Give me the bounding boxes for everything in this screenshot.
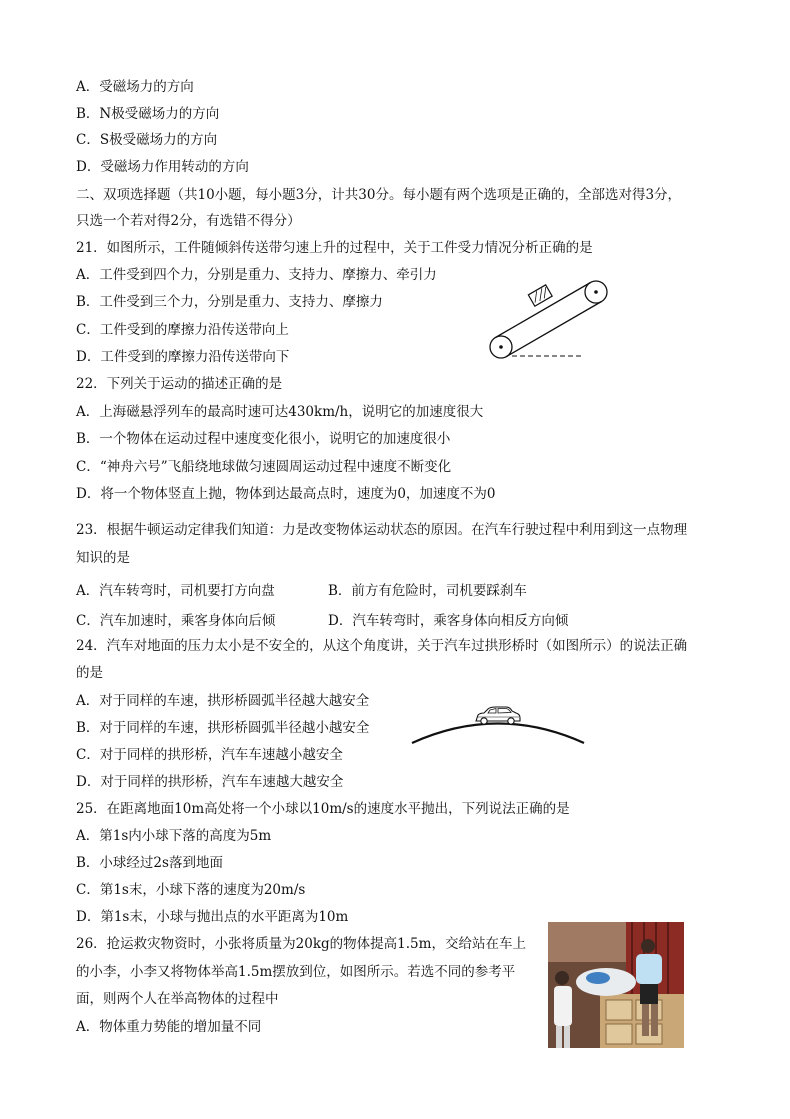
- q22-option-d: D．将一个物体竖直上抛，物体到达最高点时，速度为0，加速度不为0: [76, 486, 496, 502]
- q22-option-c: C．“神舟六号”飞船绕地球做匀速圆周运动过程中速度不断变化: [76, 459, 452, 475]
- q25-option-d: D．第1s末，小球与抛出点的水平距离为10m: [76, 909, 349, 925]
- q23-stem-line1: 23．根据牛顿运动定律我们知道：力是改变物体运动状态的原因。在汽车行驶过程中利用到这一点物理: [76, 522, 688, 538]
- q20-option-b: B．N极受磁场力的方向: [76, 106, 220, 122]
- belt-bottom: [507, 302, 602, 357]
- q25-stem: 25．在距离地面10m高处将一个小球以10m/s的速度水平抛出，下列说法正确的是: [76, 801, 570, 817]
- q22-stem: 22．下列关于运动的描述正确的是: [76, 376, 283, 392]
- q21-option-c: C．工件受到的摩擦力沿传送带向上: [76, 322, 289, 338]
- conveyor-belt-figure: [484, 272, 614, 364]
- q24-option-a: A．对于同样的车速，拱形桥圆弧半径越大越安全: [76, 693, 370, 709]
- q25-option-b: B．小球经过2s落到地面: [76, 855, 223, 871]
- q21-option-b: B．工件受到三个力，分别是重力、支持力、摩擦力: [76, 294, 383, 310]
- q23-option-b: B．前方有危险时，司机要踩刹车: [328, 583, 527, 599]
- q22-option-b: B．一个物体在运动过程中速度变化很小，说明它的加速度很小: [76, 431, 451, 447]
- q25-option-c: C．第1s末，小球下落的速度为20m/s: [76, 882, 306, 898]
- car-icon: [476, 707, 520, 724]
- q23-option-d: D．汽车转弯时，乘客身体向相反方向倾: [328, 613, 569, 629]
- arch-bridge-figure: [410, 700, 590, 748]
- q25-option-a: A．第1s内小球下落的高度为5m: [76, 828, 272, 844]
- q24-stem-line2: 的是: [76, 665, 103, 681]
- relief-supplies-photo: [548, 922, 684, 1048]
- section2-header-line1: 二、双项选择题（共10小题，每小题3分，计共30分。每小题有两个选项是正确的，全部选对得3分，: [76, 187, 682, 203]
- q23-stem-line2: 知识的是: [76, 550, 130, 566]
- q22-option-a: A．上海磁悬浮列车的最高时速可达430km/h，说明它的加速度很大: [76, 404, 484, 420]
- q23-option-c: C．汽车加速时，乘客身体向后倾: [76, 613, 276, 629]
- q20-option-c: C．S极受磁场力的方向: [76, 132, 218, 148]
- workpiece-block: [528, 285, 552, 306]
- bridge-arch: [412, 724, 584, 744]
- q24-option-c: C．对于同样的拱形桥，汽车车速越小越安全: [76, 747, 343, 763]
- q21-option-d: D．工件受到的摩擦力沿传送带向下: [76, 349, 290, 365]
- q24-option-d: D．对于同样的拱形桥，汽车车速越大越安全: [76, 774, 344, 790]
- q26-option-a: A．物体重力势能的增加量不同: [76, 1019, 262, 1035]
- q20-option-a: A．受磁场力的方向: [76, 79, 194, 95]
- q26-stem-line2: 的小李，小李又将物体举高1.5m摆放到位，如图所示。若选不同的参考平: [76, 964, 516, 980]
- q20-option-d: D．受磁场力作用转动的方向: [76, 159, 249, 175]
- q24-option-b: B．对于同样的车速，拱形桥圆弧半径越小越安全: [76, 720, 370, 736]
- q24-stem-line1: 24．汽车对地面的压力太小是不安全的，从这个角度讲，关于汽车过拱形桥时（如图所示）的说法正确: [76, 638, 688, 654]
- section2-header-line2: 只选一个若对得2分，有选错不得分）: [76, 213, 301, 229]
- q26-stem-line3: 面，则两个人在举高物体的过程中: [76, 991, 279, 1007]
- q23-option-a: A．汽车转弯时，司机要打方向盘: [76, 583, 275, 599]
- q21-stem: 21．如图所示，工件随倾斜传送带匀速上升的过程中，关于工件受力情况分析正确的是: [76, 240, 593, 256]
- q26-stem-line1: 26．抢运救灾物资时，小张将质量为20kg的物体提高1.5m，交给站在车上: [76, 936, 526, 952]
- q21-option-a: A．工件受到四个力，分别是重力、支持力、摩擦力、牵引力: [76, 267, 437, 283]
